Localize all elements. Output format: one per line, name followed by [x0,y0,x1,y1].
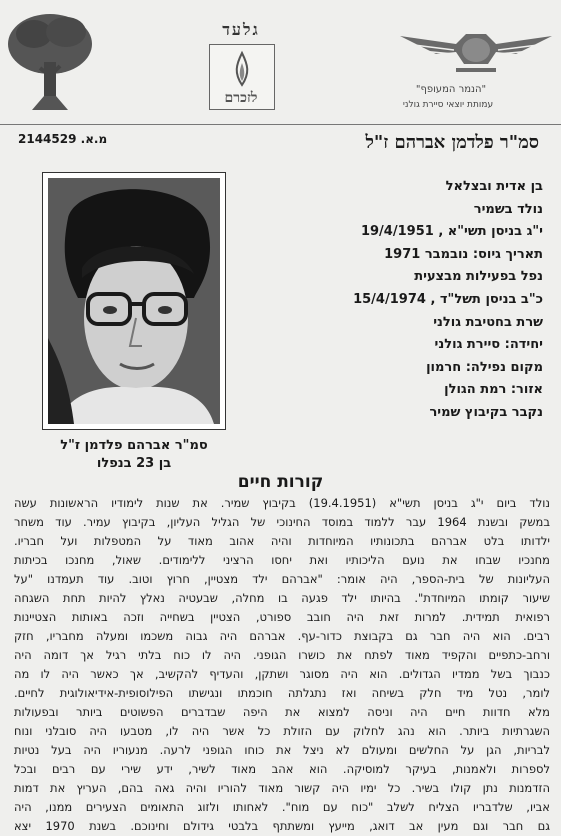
badge-subtitle: עמותת יוצאי סיירת גולני [402,100,494,110]
bio-line: שיעור קומתו המיוחדת". בהיותו ילד פגעה בו מחלה, שבעטיה נאלץ להיות תחת השגחה [14,591,550,605]
detail-enlistment: תאריך גיוס: נובמבר 1971 [384,246,543,262]
detail-place: מקום נפילה: חרמון [426,359,543,375]
detail-burial: נקבר בקיבוץ שמיר [429,404,543,420]
bio-line: ילדותו בלט אברהם בתכונותיו המיוחדות והיה אהוב מאוד על המטפלות ועל חבריו. [14,534,550,548]
bio-line: רבים. הוא היה חבר גם בקבוצת כדור-עף. אברהם היה גבוה משכמו ומעלה מחבריו, חזק [14,629,550,643]
tree-emblem-icon [4,6,96,116]
bio-line: לבריות, הגן על החלשים ומעולם לא ניצל את כוחו הגופני לרעה. מנעוריו היה בעל נטיות [14,743,550,757]
detail-unit: יחידה: סיירת גולני [434,337,543,353]
bio-line: לומר, נטל מיד חלק בשיחה ואז נתגלתה חוכמתו ונגישתו הפילוסופית-אידיאולוגית לחיים. [14,686,550,700]
photo-caption-name: סמ"ר אברהם פלדמן ז"ל [60,438,208,453]
logo-top-text: גלעד [222,20,260,39]
bio-line: גם חבר וגם מעין אב דואג, מייעץ ומשתתף בלבטי גידולם וחינוכם. בשנת 1970 יצא [14,819,550,833]
bio-line: כנבוך בשל ממדיו הגדולים. הוא היה מסוגר ושתקן, והעדיף להקשיב, אך כאשר היה לו מה [14,667,550,681]
bio-line: הזדמנות נתן קולו בשיר. כל ימיו היה קשור מאוד להוריו והיה גאה בהם, העריץ את דמות [14,781,550,795]
photo-caption-age: בן 23 בנפלו [96,456,172,471]
bio-line: אביו, שלדבריו הצליח לשלב "כוח עם מוח". לאחותו ולזוג התאומים הצעירים ממנו, היה [14,800,550,814]
bio-line: במשק ובשנת 1964 עבר ללמוד במוסד החינוכי של הגליל העליון, בקיבוץ עמיר. עוד משחר [14,515,550,529]
bio-text [14,494,550,836]
bio-line: רפואית תמידית. למרות זאת היה חובב ספורט, הצטיין בשחייה וזכה באותות הצטיינות [14,610,550,624]
header-divider [0,124,561,125]
id-number: מ.א. 2144529 [18,132,108,146]
bio-line: לספרות ולאמנות, בעיקר למוסיקה. הוא אהב מאוד לשיר, ידע שירי עם רבים ובכל [14,762,550,776]
bio-line: העליונות של בית-הספר, היה אומר: "אברהם ילד מצטיין, חרוץ וטוב. עוד תעמדנו "על [14,572,550,586]
personal-details [253,176,543,425]
detail-death-date: כ"ב בניסן תשל"ד , 15/4/1974 [353,291,543,307]
galed-logo [207,20,275,110]
flying-tiger-badge-icon [396,14,556,84]
bio-section-title: קורות חיים [237,472,324,492]
detail-region: אזור: רמת הגולן [444,382,543,398]
bio-line: השגרתיות ביותר. הוא נהג לחלוק עם הזולת כל אשר היה לו, מטבעו היה סובלני ונוח [14,724,550,738]
detail-parents: בן אדית ובצלאל [445,179,543,194]
detail-birthplace: נולד בשמיר [473,201,543,217]
bio-line: מחנכיו שבחו את נועם הליכותיו ואת יחסו הרציני ללימודים. שאול, מחנכו בכיתות [14,553,550,567]
logo-bottom-text: לזכרם [224,90,258,106]
bio-line: ורחב-כתפיים והקפיד מאוד לפתח את כושרו הגופני. היה לו כוח בלתי רגיל אך דומה היה [14,648,550,662]
page-title: סמ"ר פלדמן אברהם ז"ל [365,132,539,153]
detail-fell: נפל בפעילות מבצעית [414,269,543,285]
portrait-photo [42,172,226,430]
detail-brigade: שרת בחטיבת גולני [433,314,543,330]
detail-birthdate: י"ג בניסן תשי"א , 19/4/1951 [360,224,543,240]
bio-line: מלא חדוות חיים היה וניסה למצוא את היפה שבדברים הפשוטים ביותר ובפעולות [14,705,550,719]
portrait-image [48,178,220,424]
badge-name: "הנמר המעופף" [415,84,487,95]
bio-line: נולד ביום י"ג בניסן תשי"א (19.4.1951) בקיבוץ שמיר. את שנות לימודיו הראשונות עשה [14,496,550,510]
